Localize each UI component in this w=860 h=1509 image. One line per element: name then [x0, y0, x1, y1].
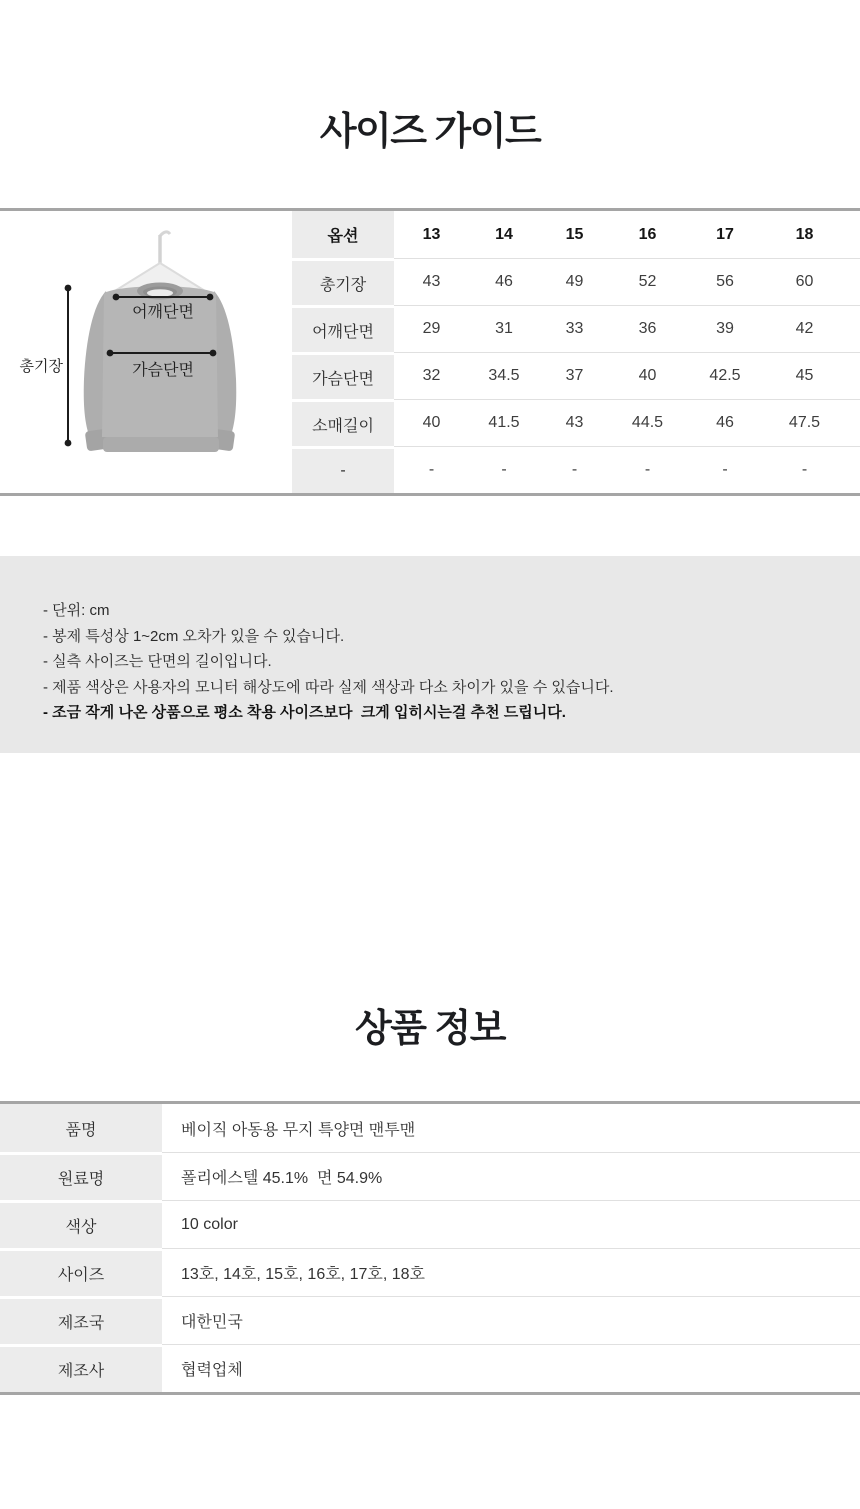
size-value-cell: 52 — [610, 258, 685, 305]
product-row-value: 폴리에스텔 45.1% 면 54.9% — [162, 1152, 860, 1200]
size-col-header: 15 — [565, 225, 584, 243]
size-row-label: - — [292, 446, 394, 493]
size-value-cell: - — [765, 446, 860, 493]
note-line: - 봉제 특성상 1~2cm 오차가 있을 수 있습니다. — [43, 627, 345, 645]
size-value-cell: - — [394, 446, 469, 493]
product-row-value: 대한민국 — [162, 1296, 860, 1344]
size-option-header: 옵션 — [292, 211, 394, 258]
note-line: - 실측 사이즈는 단면의 길이입니다. — [43, 653, 272, 670]
size-value-cell: 40 — [610, 352, 685, 399]
size-value-cell: 32 — [394, 352, 469, 399]
note-line: - 단위: cm — [43, 602, 110, 619]
size-value-cell: 37 — [539, 352, 610, 399]
size-value-cell: 45 — [765, 352, 860, 399]
product-row-value: 10 color — [162, 1200, 860, 1248]
size-value-cell: 46 — [685, 399, 765, 446]
size-value-cell: 43 — [394, 258, 469, 305]
size-value-cell: 46 — [469, 258, 539, 305]
size-value-cell: 33 — [539, 305, 610, 352]
size-col-header: 14 — [495, 225, 513, 243]
size-value-cell: 47.5 — [765, 399, 860, 446]
size-row-label: 소매길이 — [292, 399, 394, 446]
product-row-label: 제조사 — [0, 1344, 162, 1392]
product-info-title: 상품 정보 — [355, 1008, 505, 1050]
size-value-cell: 34.5 — [469, 352, 539, 399]
product-info-table — [0, 1101, 860, 1395]
size-value-cell: 39 — [685, 305, 765, 352]
size-value-cell: 36 — [610, 305, 685, 352]
size-value-cell: - — [685, 446, 765, 493]
sweatshirt-measurement-diagram — [0, 211, 292, 493]
size-col-header: 18 — [795, 225, 814, 243]
size-value-cell: 49 — [539, 258, 610, 305]
size-value-cell: 41.5 — [469, 399, 539, 446]
product-row-label: 품명 — [0, 1104, 162, 1152]
size-value-cell: 42.5 — [685, 352, 765, 399]
size-row-label: 어깨단면 — [292, 305, 394, 352]
size-col-header: 13 — [422, 225, 441, 243]
size-row-label: 가슴단면 — [292, 352, 394, 399]
shoulder-label: 어깨단면 — [132, 304, 194, 321]
sweatshirt-illustration — [0, 211, 292, 493]
size-value-cell: 43 — [539, 399, 610, 446]
size-guide-notes — [0, 556, 860, 753]
size-value-cell: 42 — [765, 305, 860, 352]
product-row-label: 색상 — [0, 1200, 162, 1248]
size-guide-title: 사이즈 가이드 — [319, 111, 541, 153]
size-value-cell: - — [469, 446, 539, 493]
size-col-header: 16 — [638, 225, 657, 243]
note-line-emphasis: - 조금 작게 나온 상품으로 평소 착용 사이즈보다 크게 입히시는걸 추천 드립니다. — [43, 704, 566, 721]
size-col-header: 17 — [716, 225, 734, 243]
size-value-cell: 40 — [394, 399, 469, 446]
size-value-cell: 60 — [765, 258, 860, 305]
product-row-value: 13호, 14호, 15호, 16호, 17호, 18호 — [162, 1248, 860, 1296]
size-value-cell: - — [539, 446, 610, 493]
size-guide-table — [0, 208, 860, 496]
product-row-label: 사이즈 — [0, 1248, 162, 1296]
size-value-cell: 44.5 — [610, 399, 685, 446]
size-value-cell: 31 — [469, 305, 539, 352]
size-row-label: 총기장 — [292, 258, 394, 305]
product-row-label: 원료명 — [0, 1152, 162, 1200]
size-value-cell: 56 — [685, 258, 765, 305]
note-line: - 제품 색상은 사용자의 모니터 해상도에 따라 실제 색상과 다소 차이가 있을 수 있습니다. — [43, 678, 614, 696]
length-label: 총기장 — [19, 358, 63, 375]
size-value-cell: - — [610, 446, 685, 493]
product-row-value: 협력업체 — [162, 1344, 860, 1392]
product-row-label: 제조국 — [0, 1296, 162, 1344]
size-value-cell: 29 — [394, 305, 469, 352]
chest-label: 가슴단면 — [132, 362, 194, 379]
product-row-value: 베이직 아동용 무지 특양면 맨투맨 — [181, 1121, 416, 1139]
